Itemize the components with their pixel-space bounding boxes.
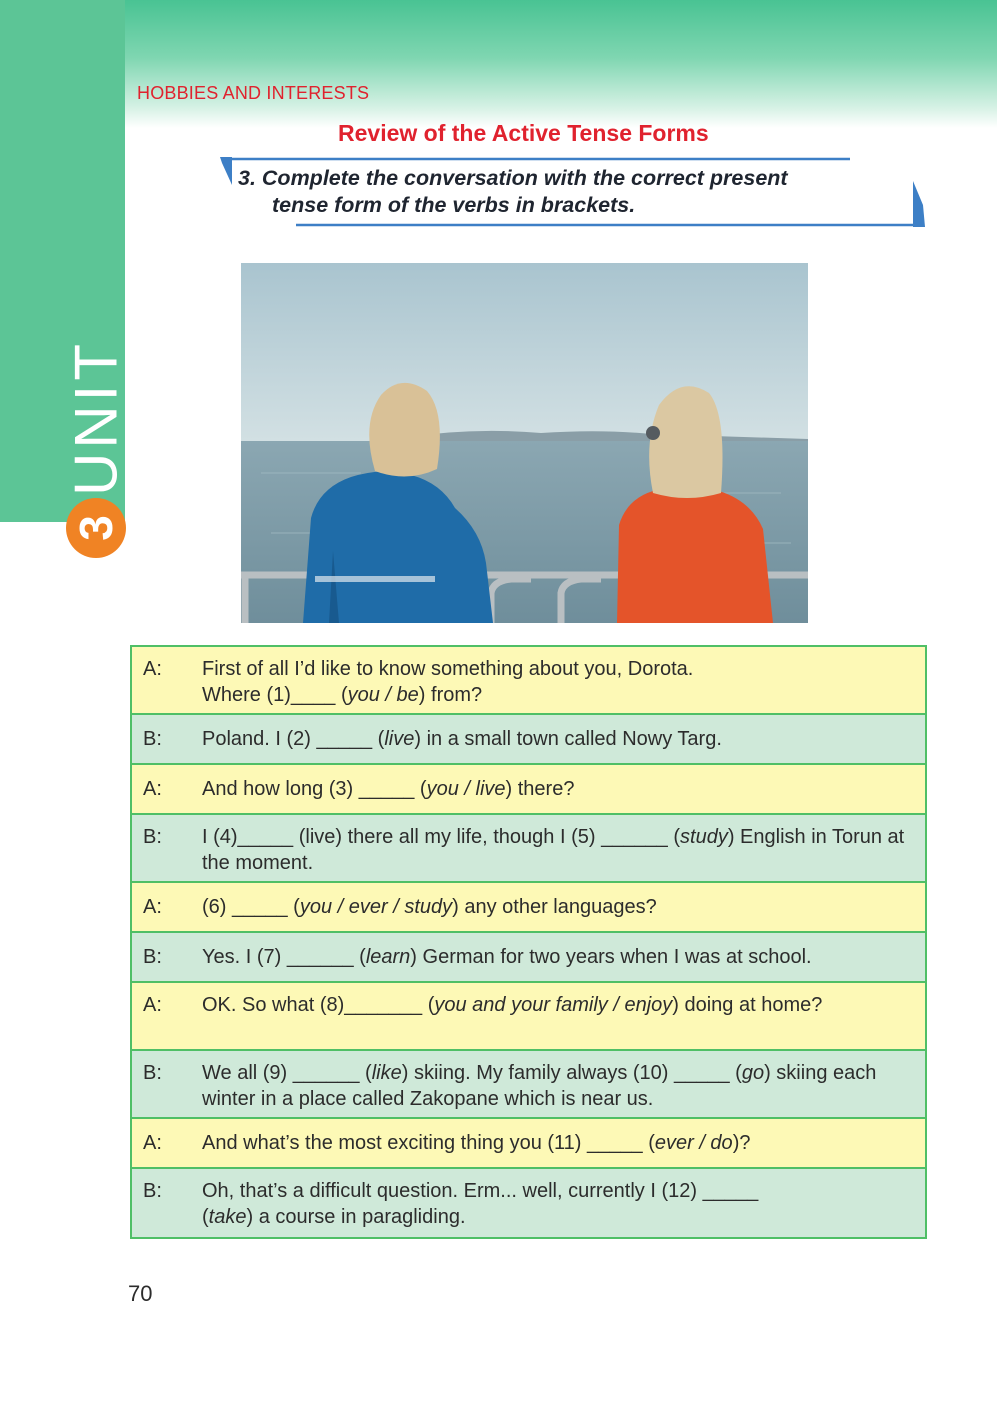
dialogue-text: Where (1)____ ( [202, 684, 348, 706]
dialogue-row [132, 1051, 925, 1119]
speaker-label: A: [143, 1132, 162, 1154]
verb-prompt: you / live [426, 778, 506, 800]
speaker-label: A: [143, 658, 162, 680]
verb-prompt: study [680, 826, 728, 848]
dialogue-text: OK. So what (8)_______ ( [202, 994, 435, 1016]
page-title: Review of the Active Tense Forms [338, 120, 709, 146]
dialogue-text: First of all I’d like to know something about you, Dorota. [202, 658, 694, 680]
section-label: HOBBIES AND INTERESTS [137, 83, 370, 103]
verb-prompt: you / be [347, 684, 419, 706]
speaker-label: A: [143, 778, 162, 800]
header-band [125, 0, 997, 128]
exercise-instruction [220, 157, 925, 229]
dialogue-text: Poland. I (2) _____ ( [202, 728, 385, 750]
dialogue-table [130, 645, 927, 1239]
dialogue-text: ) English in Torun at the moment. [202, 826, 905, 874]
verb-prompt: live [384, 728, 415, 750]
dialogue-text: (6) _____ ( [202, 896, 300, 918]
instruction-line-1: 3. Complete the conversation with the correct present [238, 166, 788, 190]
dialogue-line [202, 992, 925, 1049]
dialogue-line [202, 944, 925, 981]
instruction-text [238, 165, 918, 219]
dialogue-text: I (4)_____ (live) there all my life, though I (5) ______ ( [202, 826, 681, 848]
dialogue-text: ) a course in paragliding. [246, 1206, 466, 1228]
speaker-label: A: [143, 896, 162, 918]
dialogue-line [202, 1178, 925, 1237]
dialogue-text: ) from? [418, 684, 483, 706]
dialogue-text: ) in a small town called Nowy Targ. [414, 728, 722, 750]
verb-prompt: you / ever / study [299, 896, 453, 918]
unit-number: 3 [70, 515, 122, 541]
dialogue-line [202, 1060, 925, 1117]
verb-prompt: you and your family / enjoy [434, 994, 673, 1016]
dialogue-text: And what’s the most exciting thing you (11) _____ ( [202, 1132, 655, 1154]
dialogue-row [132, 983, 925, 1051]
instruction-line-2: tense form of the verbs in brackets. [272, 193, 636, 217]
unit-side-tab [0, 0, 130, 522]
dialogue-row [132, 933, 925, 983]
unit-label: UNIT [62, 340, 130, 496]
speaker-label: B: [143, 1062, 162, 1084]
speaker-label: B: [143, 1180, 162, 1202]
dialogue-line [202, 894, 925, 931]
dialogue-text: ) there? [505, 778, 575, 800]
unit-number-badge [66, 498, 126, 558]
verb-prompt: take [208, 1206, 247, 1228]
dialogue-text: ) German for two years when I was at school. [410, 946, 812, 968]
dialogue-text: Yes. I (7) ______ ( [202, 946, 366, 968]
speaker-label: B: [143, 728, 162, 750]
dialogue-row [132, 815, 925, 883]
dialogue-text: ) skiing. My family always (10) _____ ( [401, 1062, 742, 1084]
dialogue-line [202, 824, 925, 881]
dialogue-row [132, 647, 925, 715]
verb-prompt: learn [365, 946, 411, 968]
verb-prompt: like [371, 1062, 402, 1084]
dialogue-text: ( [202, 1206, 209, 1228]
speaker-label: A: [143, 994, 162, 1016]
dialogue-row [132, 883, 925, 933]
page-number: 70 [128, 1281, 153, 1306]
dialogue-text: ) skiing each winter in a place called Zakopane which is near us. [202, 1062, 877, 1110]
dialogue-line [202, 656, 925, 713]
dialogue-text: ) any other languages? [452, 896, 657, 918]
photo-two-girls-at-sea [241, 263, 808, 623]
dialogue-line [202, 1130, 925, 1167]
verb-prompt: go [741, 1062, 765, 1084]
verb-prompt: ever / do [654, 1132, 733, 1154]
dialogue-text: And how long (3) _____ ( [202, 778, 427, 800]
dialogue-row [132, 715, 925, 765]
dialogue-line [202, 726, 925, 763]
dialogue-text: ) doing at home? [672, 994, 823, 1016]
dialogue-text: Oh, that’s a difficult question. Erm... well, currently I (12) _____ [202, 1180, 759, 1202]
dialogue-text: )? [732, 1132, 751, 1154]
dialogue-text: We all (9) ______ ( [202, 1062, 372, 1084]
dialogue-row [132, 765, 925, 815]
dialogue-row [132, 1119, 925, 1169]
speaker-label: B: [143, 826, 162, 848]
speaker-label: B: [143, 946, 162, 968]
dialogue-line [202, 776, 925, 813]
dialogue-row [132, 1169, 925, 1237]
